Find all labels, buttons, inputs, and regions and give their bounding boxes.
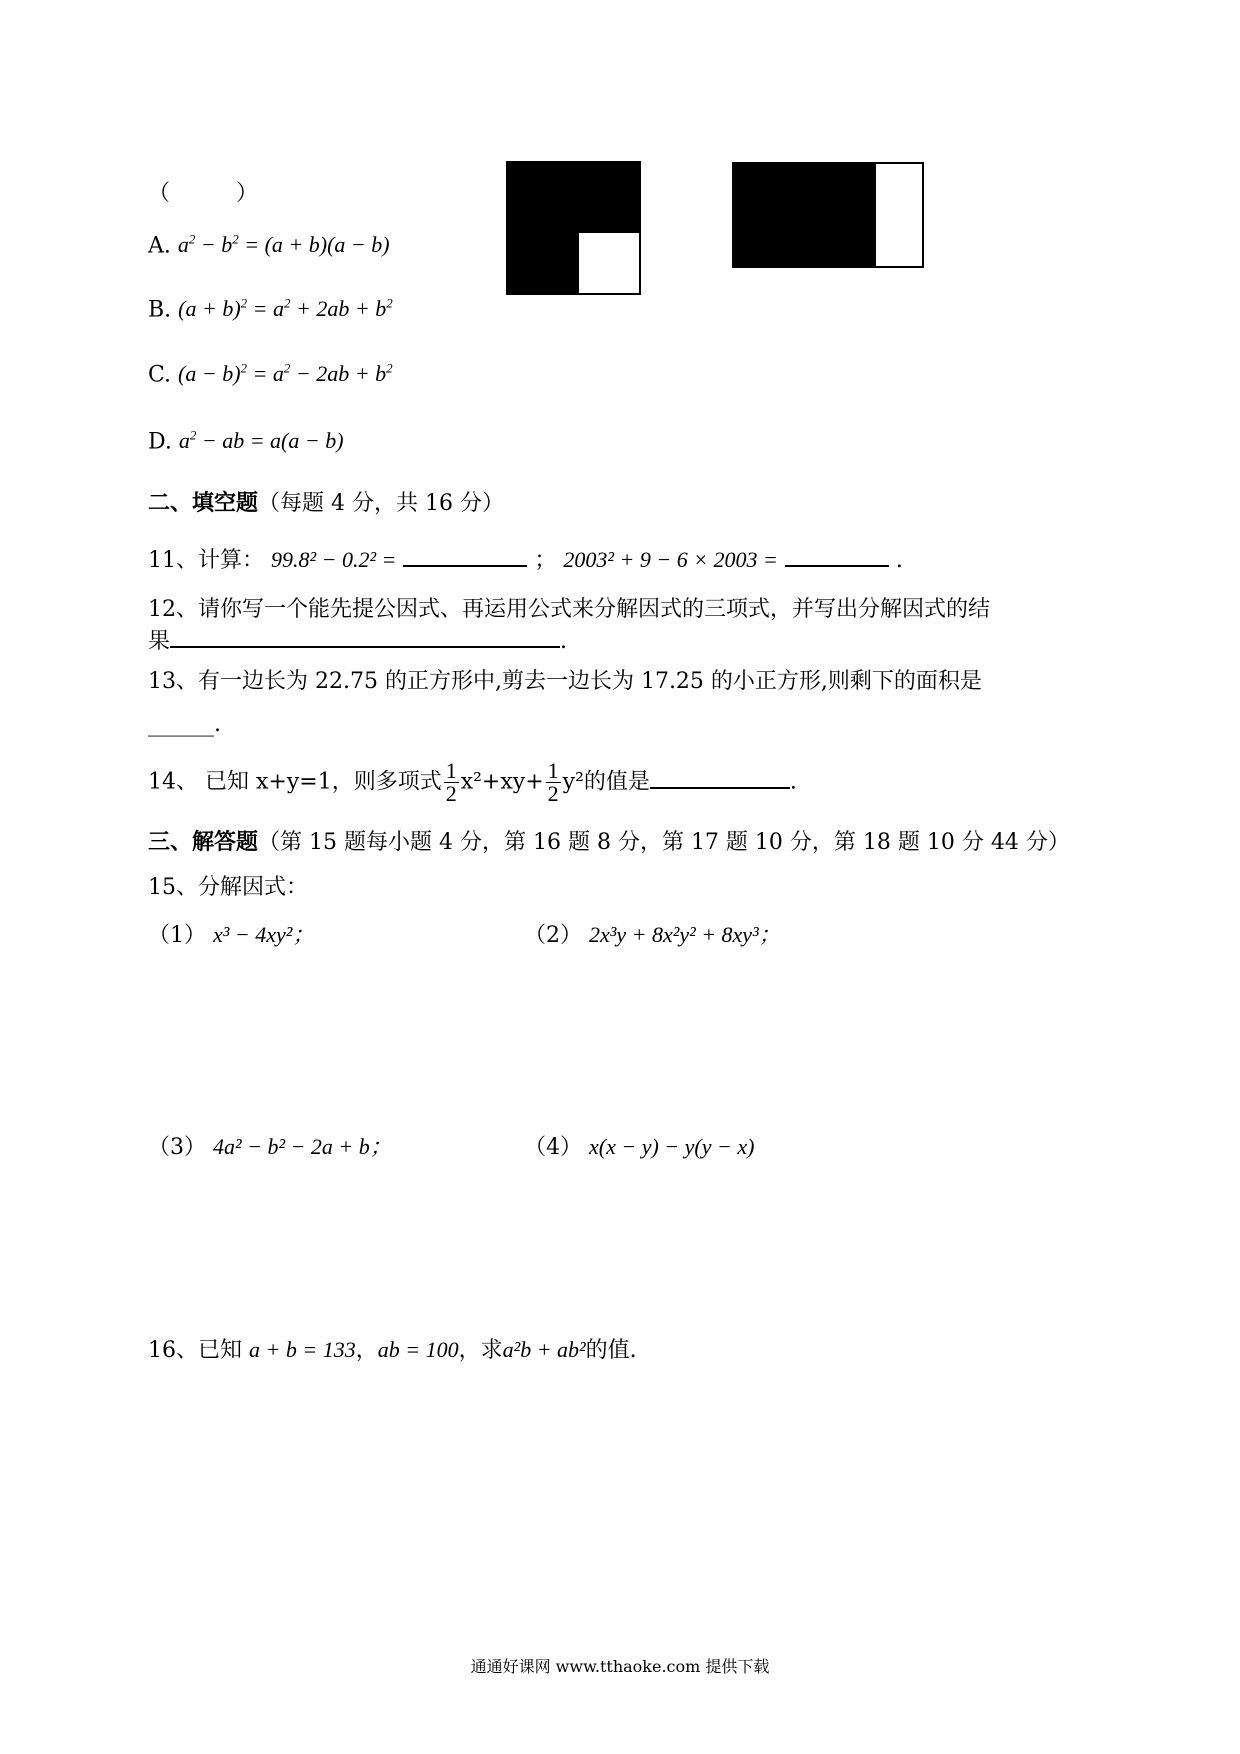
section3-heading	[148, 825, 1070, 856]
q12-end: .	[560, 629, 568, 654]
q15-p1-label: （1）	[148, 923, 206, 948]
q11-blank2[interactable]	[785, 564, 889, 567]
q14-frac2-den: 2	[547, 781, 559, 806]
option-b-label: B.	[148, 297, 172, 323]
question-14	[148, 760, 797, 805]
option-c-label: C.	[148, 362, 172, 388]
q12-blank[interactable]	[170, 645, 560, 648]
option-a[interactable]	[148, 232, 390, 258]
q11-separator: ；	[534, 548, 557, 573]
q15-p3-label: （3）	[148, 1135, 206, 1160]
q14-frac1-num: 1	[445, 758, 457, 783]
option-a-label: A.	[148, 233, 171, 259]
q16-comma: ，	[355, 1338, 378, 1363]
section2-heading	[148, 486, 504, 517]
question-16	[148, 1333, 637, 1364]
q12-line1: 12、请你写一个能先提公因式、再运用公式来分解因式的三项式，并写出分解因式的结	[148, 597, 990, 622]
section3-note: （第 15 题每小题 4 分，第 16 题 8 分，第 17 题 10 分，第 18 题 10 分 44 分）	[258, 830, 1070, 855]
option-d-label: D.	[148, 429, 172, 455]
q12-line2	[148, 624, 567, 655]
q16-text1: 16、已知	[148, 1338, 242, 1363]
q15-p2-expr: 2x³y + 8x²y² + 8xy³；	[589, 922, 781, 947]
q11-number: 11、计算：	[148, 548, 264, 573]
q15-p4-expr: x(x − y) − y(y − x)	[589, 1134, 755, 1159]
option-d[interactable]	[148, 428, 344, 454]
q14-frac1-den: 2	[445, 781, 457, 806]
q16-text2: ，求	[458, 1338, 503, 1363]
q15-p1-expr: x³ − 4xy²；	[213, 922, 315, 947]
q15-p2-label: （2）	[524, 923, 582, 948]
q14-text1: 已知 x+y=1，则多项式	[205, 769, 442, 795]
q14-frac2-num: 1	[547, 758, 559, 783]
q11-expr2: 2003² + 9 − 6 × 2003 =	[563, 547, 778, 572]
q15-part2	[524, 918, 781, 949]
option-d-formula: $a^2$ − ab = a(a − b)	[178, 428, 344, 454]
option-c-formula: $(a - b)^2 = a^2 - 2ab + b^2$	[178, 361, 393, 387]
q14-fraction-1	[444, 760, 459, 805]
q14-end: .	[789, 769, 797, 795]
section2-note: （每题 4 分，共 16 分）	[258, 491, 504, 516]
question-11	[148, 543, 903, 574]
q14-text2: x²+xy+	[460, 769, 544, 795]
q11-expr1: 99.8² − 0.2² =	[271, 547, 397, 572]
option-b-formula: $(a + b)^2 = a^2 + 2ab + b^2$	[178, 296, 393, 322]
q15-p4-label: （4）	[524, 1135, 582, 1160]
q14-blank[interactable]	[650, 786, 790, 789]
q16-expr1: a + b = 133	[249, 1337, 356, 1362]
q15-p3-expr: 4a² − b² − 2a + b；	[213, 1134, 392, 1159]
option-a-formula: $a^2 - b^2 = (a + b)(a - b)$	[177, 232, 390, 258]
footer-credit[interactable]: 通通好课网 www.tthaoke.com 提供下载	[470, 1657, 770, 1676]
q14-fraction-2	[546, 760, 561, 805]
q12-text: 果	[148, 629, 171, 654]
q16-text3: 的值.	[585, 1338, 637, 1363]
figure-rectangle	[732, 162, 924, 268]
section2-title: 二、填空题	[148, 490, 259, 516]
q15-part3	[148, 1130, 392, 1161]
option-c[interactable]	[148, 361, 393, 387]
q13-line1: 13、有一边长为 22.75 的正方形中,剪去一边长为 17.25 的小正方形,则剩下的面积是	[148, 669, 982, 694]
q14-text3: y²的值是	[562, 769, 650, 795]
q11-blank1[interactable]	[403, 564, 527, 567]
figure-cutout-square	[577, 231, 641, 295]
answer-paren: （ ）	[148, 181, 259, 206]
q14-number: 14、	[148, 769, 198, 795]
q15-title: 15、分解因式：	[148, 875, 308, 900]
q15-part4	[524, 1130, 754, 1161]
figure-square-with-cutout	[506, 161, 641, 295]
q16-expr2: ab = 100	[377, 1337, 459, 1362]
figure-rectangle-white-strip	[874, 162, 924, 268]
q15-part1	[148, 918, 314, 949]
q16-expr3: a²b + ab²	[502, 1337, 586, 1362]
q11-end: .	[895, 548, 903, 573]
option-b[interactable]	[148, 296, 393, 322]
q13-line2: ______.	[148, 712, 221, 737]
section3-title: 三、解答题	[148, 829, 259, 855]
